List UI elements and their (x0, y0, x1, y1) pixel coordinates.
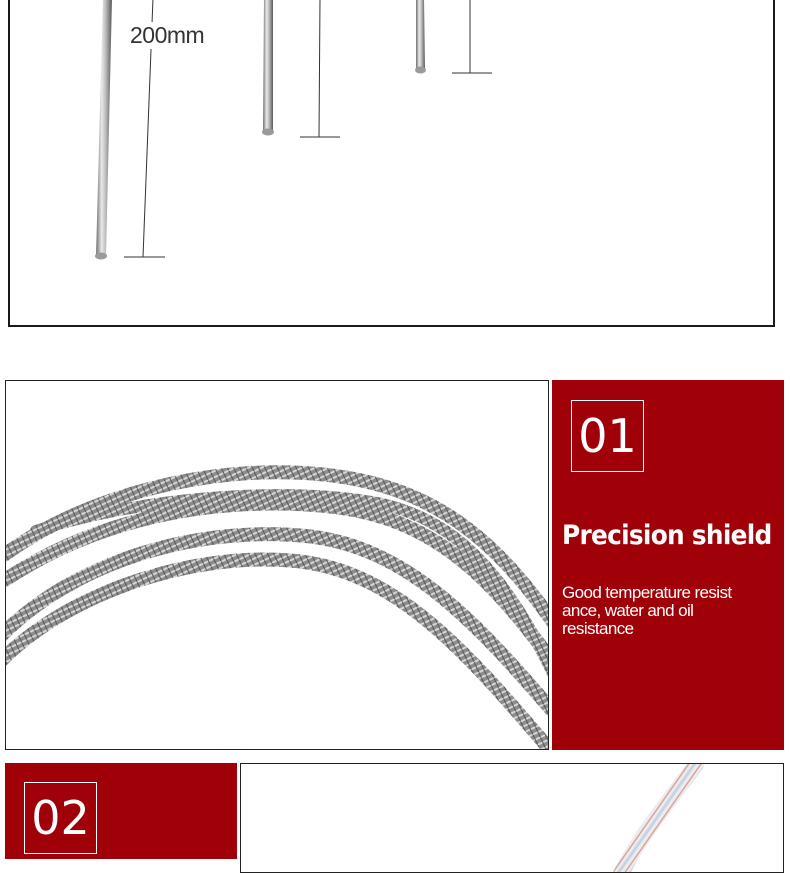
long-probe-rod (95, 0, 112, 260)
medium-probe-rod (262, 0, 274, 136)
dimension-label: 200mm (130, 22, 205, 48)
insulated-cable-image (241, 764, 784, 873)
insulated-cable-photo (240, 763, 784, 873)
feature-01-number: 01 (571, 400, 644, 472)
short-probe-rod (415, 0, 426, 74)
probe-rods-image (10, 0, 775, 327)
feature-02-panel (5, 763, 237, 859)
feature-01-description: Good temperature resist ance, water and oil resistance (562, 583, 732, 638)
braided-cable-photo (5, 380, 549, 750)
braided-cable-image (6, 381, 549, 750)
feature-02-number: 02 (24, 782, 97, 854)
feature-01-panel (552, 380, 784, 750)
feature-01-title: Precision shield (562, 520, 772, 551)
probe-length-frame (8, 0, 775, 327)
